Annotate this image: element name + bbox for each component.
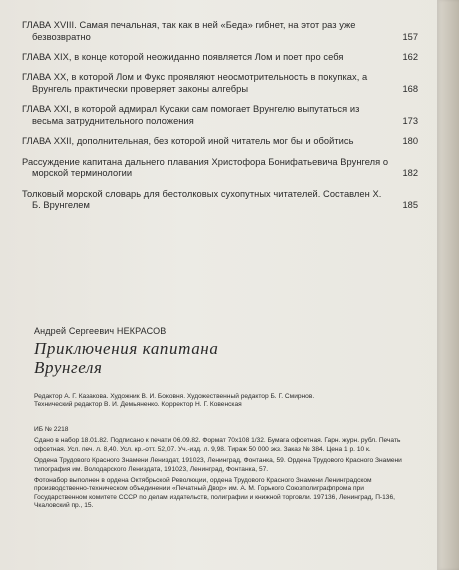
- toc-entry-page: 180: [402, 136, 418, 147]
- toc-entry: [22, 104, 418, 127]
- page-edge: [437, 0, 459, 570]
- toc-entry-text: ГЛАВА XIX, в конце которой неожиданно появляется Лом и поет про себя: [22, 51, 344, 62]
- toc-entry-text: ГЛАВА XVIII. Самая печальная, так как в ней «Беда» гибнет, на этот раз уже безвозвратно: [22, 20, 356, 42]
- author-name: Андрей Сергеевич НЕКРАСОВ: [34, 326, 167, 336]
- toc-entry-page: 185: [402, 200, 418, 211]
- credits-line: Технический редактор В. И. Демьяненко. Корректор Н. Г. Ковенская: [34, 401, 242, 409]
- table-of-contents: [22, 20, 418, 221]
- credits-line: Редактор А. Г. Казакова. Художник В. И. Боковня. Художественный редактор Б. Г. Смирнов.: [34, 393, 315, 400]
- toc-entry-page: 168: [402, 83, 418, 94]
- toc-entry-page: 182: [402, 168, 418, 179]
- toc-entry: [22, 189, 418, 212]
- toc-entry-page: 173: [402, 115, 418, 126]
- imprint-number: ИБ № 2218: [34, 426, 69, 433]
- imprint-typesetting: Фотонабор выполнен в ордена Октябрьской Революции, ордена Трудового Красного Знамени Ленинградском производственно-техническом объединении «Печатный Двор» им. А. М. Горького Союзполиграфпрома при Государственном комитете СССР по делам издательств, полиграфии и книжной торговли. 197136, Ленинград, П-136, Чкаловский пр., 15.: [34, 477, 395, 510]
- toc-entry-text: ГЛАВА XX, в которой Лом и Фукс проявляют неосмотрительность в покупках, а Врунгель практически проверяет законы алгебры: [22, 72, 368, 94]
- toc-entry: [22, 72, 418, 95]
- toc-entry: [22, 52, 418, 64]
- toc-entry-page: 162: [402, 51, 418, 62]
- toc-entry: [22, 157, 418, 180]
- toc-entry-text: ГЛАВА XXII, дополнительная, без которой иной читатель мог бы и обойтись: [22, 136, 354, 147]
- toc-entry: [22, 20, 418, 43]
- toc-entry-text: ГЛАВА XXI, в которой адмирал Кусаки сам помогает Врунгелю выпутаться из весьма затруднительного положения: [22, 104, 360, 126]
- book-title-line: Врунгеля: [34, 358, 103, 377]
- book-title: [34, 339, 218, 377]
- toc-entry-page: 157: [402, 31, 418, 42]
- imprint-publisher: Ордена Трудового Красного Знамени Лениздат, 191023, Ленинград, Фонтанка, 59. Ордена Трудового Красного Знамени типография им. Володарского Лениздата, 191023, Ленинград, Фонтанка, 57.: [34, 457, 402, 473]
- toc-entry-text: Толковый морской словарь для бестолковых сухопутных читателей. Составлен Х. Б. Врунгелем: [22, 188, 382, 211]
- book-title-line: Приключения капитана: [34, 339, 219, 358]
- toc-entry: [22, 136, 418, 148]
- imprint-print-details: Сдано в набор 18.01.82. Подписано к печати 06.09.82. Формат 70x108 1/32. Бумага офсетная. Гарн. журн. рубл. Печать офсетная. Усл. печ. л. 8,40. Усл. кр.-отт. 52,07. Уч.-изд. л. 9,98. Тираж 50 000 экз. Заказ № 384. Цена 1 р. 10 к.: [34, 437, 401, 453]
- toc-entry-text: Рассуждение капитана дальнего плавания Христофора Бонифатьевича Врунгеля о морской терминологии: [22, 156, 389, 179]
- imprint-block: [34, 426, 409, 514]
- editorial-credits: [34, 393, 409, 410]
